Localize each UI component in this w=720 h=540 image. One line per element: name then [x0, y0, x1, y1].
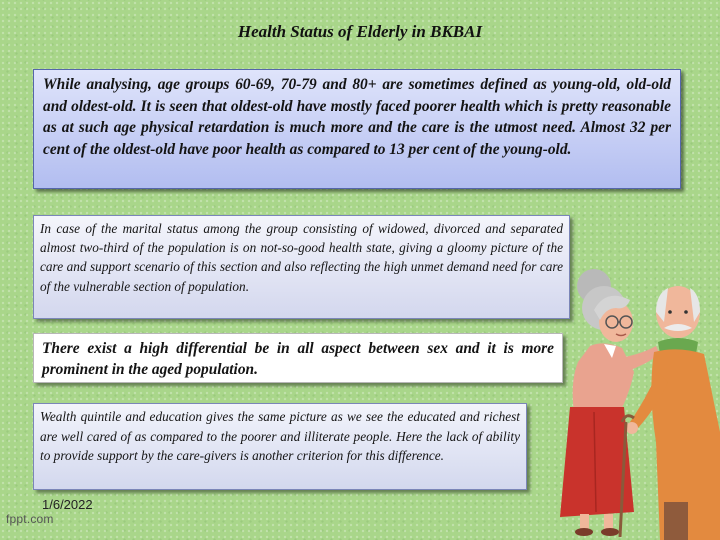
text-box-sex-differential: There exist a high differential be in all aspect between sex and it is more prominent in the aged population. [33, 333, 563, 383]
text-box-age-groups: While analysing, age groups 60-69, 70-79 and 80+ are sometimes defined as young-old, old-old and oldest-old. It is seen that oldest-old have mostly faced poorer health which is pretty reasonable as at such age physical retardation is much more and the care is the utmost need. Almost 32 per cent of the oldest-old have poor health as compared to 13 per cent of the young-old. [33, 69, 681, 189]
footer-date: 1/6/2022 [42, 497, 93, 512]
elderly-couple-illustration [560, 262, 720, 540]
fppt-logo: fppt.com [6, 512, 54, 526]
slide-title: Health Status of Elderly in BKBAI [237, 22, 483, 41]
grandfather-figure [620, 286, 720, 540]
text-box-marital-status: In case of the marital status among the group consisting of widowed, divorced and separated almost two-third of the population is on not-so-good health state, giving a gloomy picture of the care and support scenario of this section and also reflecting the high unmet demand need for care of the vulnerable section of population. [33, 215, 570, 319]
text-box-wealth-education: Wealth quintile and education gives the same picture as we see the educated and richest are well cared of as compared to the poorer and illiterate people. Here the lack of ability to provide support by the care-givers is another criterion for this difference. [33, 403, 527, 490]
